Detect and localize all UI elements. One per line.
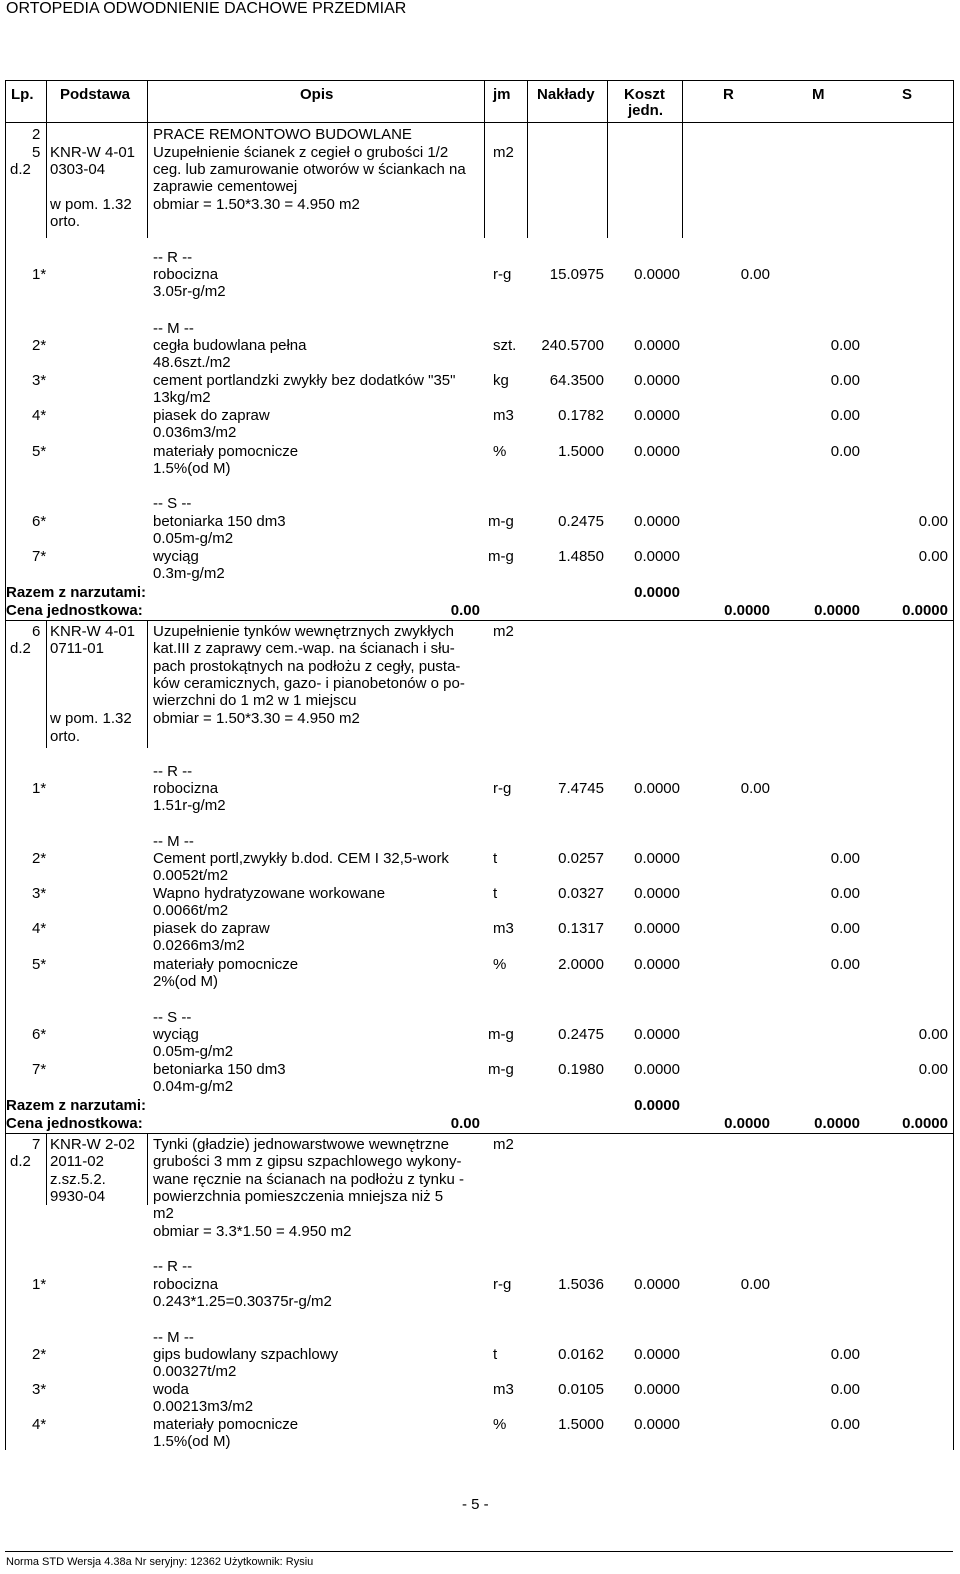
position-basis: orto. — [50, 728, 81, 745]
item-unit: m3 — [493, 407, 514, 424]
position-description: ceg. lub zamurowanie otworów w ściankach na — [153, 161, 466, 178]
materials-heading: -- M -- — [153, 320, 194, 337]
position-basis: KNR-W 4-01 — [50, 623, 136, 640]
header-koszt-jedn: jedn. — [628, 102, 664, 119]
col-divider — [147, 620, 148, 748]
unit-price-r: 0.0000 — [724, 1115, 770, 1132]
item-name: robocizna — [153, 266, 219, 283]
item-norm: 0.0052t/m2 — [153, 867, 229, 884]
item-value-r: 0.00 — [740, 780, 770, 797]
item-unit-cost: 0.0000 — [634, 266, 680, 283]
item-unit: % — [493, 956, 507, 973]
item-quantity: 240.5700 — [541, 337, 604, 354]
unit-price-m: 0.0000 — [814, 1115, 860, 1132]
item-unit: r-g — [493, 1276, 512, 1293]
position-lp-sub: d.2 — [10, 1153, 31, 1170]
total-with-overheads-value: 0.0000 — [634, 584, 680, 601]
unit-price-s: 0.0000 — [902, 1115, 948, 1132]
position-description: Uzupełnienie tynków wewnętrznych zwykłych — [153, 623, 454, 640]
header-jm: jm — [493, 86, 511, 103]
unit-price-label: Cena jednostkowa: — [6, 1115, 143, 1132]
col-divider — [147, 122, 148, 238]
position-lp: 7 — [32, 1136, 41, 1153]
position-description: kat.III z zaprawy cem.-wap. na ścianach i słu- — [153, 640, 455, 657]
position-measure: obmiar = 1.50*3.30 = 4.950 m2 — [153, 710, 360, 727]
header-r: R — [723, 86, 734, 103]
item-unit-cost: 0.0000 — [634, 548, 680, 565]
header-opis: Opis — [300, 86, 334, 103]
col-divider — [46, 1133, 47, 1205]
col-divider — [527, 80, 528, 122]
item-quantity: 0.0327 — [558, 885, 604, 902]
item-unit: m-g — [488, 1061, 514, 1078]
position-description: ków ceramicznych, gazo- i pianobetonów o po- — [153, 675, 465, 692]
table-left-border — [5, 80, 6, 1450]
item-value-m: 0.00 — [830, 956, 860, 973]
item-number: 6* — [32, 513, 47, 530]
position-separator — [5, 1133, 953, 1134]
position-separator — [5, 620, 953, 621]
item-quantity: 2.0000 — [558, 956, 604, 973]
item-number: 5* — [32, 956, 47, 973]
header-s: S — [902, 86, 913, 103]
item-norm: 0.05m-g/m2 — [153, 1043, 234, 1060]
item-unit-cost: 0.0000 — [634, 920, 680, 937]
equipment-heading: -- S -- — [153, 495, 192, 512]
header-koszt: Koszt — [624, 86, 665, 103]
item-norm: 13kg/m2 — [153, 389, 211, 406]
item-value-m: 0.00 — [830, 1381, 860, 1398]
position-basis: KNR-W 2-02 — [50, 1136, 136, 1153]
position-basis: 2011-02 — [50, 1153, 104, 1170]
position-lp: 5 — [32, 144, 41, 161]
item-unit: t — [493, 850, 498, 867]
materials-heading: -- M -- — [153, 1329, 194, 1346]
item-name: robocizna — [153, 1276, 219, 1293]
item-name: woda — [153, 1381, 189, 1398]
item-unit-cost: 0.0000 — [634, 407, 680, 424]
item-unit-cost: 0.0000 — [634, 1276, 680, 1293]
position-measure: obmiar = 3.3*1.50 = 4.950 m2 — [153, 1223, 352, 1240]
item-quantity: 7.4745 — [558, 780, 604, 797]
item-number: 4* — [32, 407, 47, 424]
item-unit: % — [493, 1416, 507, 1433]
item-unit-cost: 0.0000 — [634, 956, 680, 973]
position-unit: m2 — [493, 144, 514, 161]
table-right-border — [953, 80, 954, 1450]
item-value-m: 0.00 — [830, 850, 860, 867]
item-quantity: 0.0162 — [558, 1346, 604, 1363]
item-name: materiały pomocnicze — [153, 443, 299, 460]
col-divider — [682, 80, 683, 122]
position-unit: m2 — [493, 623, 514, 640]
item-value-m: 0.00 — [830, 407, 860, 424]
item-number: 7* — [32, 1061, 47, 1078]
item-unit: t — [493, 1346, 498, 1363]
item-quantity: 0.1317 — [558, 920, 604, 937]
item-name: materiały pomocnicze — [153, 956, 299, 973]
item-unit: m3 — [493, 920, 514, 937]
item-unit-cost: 0.0000 — [634, 513, 680, 530]
item-norm: 1.5%(od M) — [153, 1433, 231, 1450]
item-value-m: 0.00 — [830, 885, 860, 902]
position-basis: orto. — [50, 213, 81, 230]
labor-heading: -- R -- — [153, 763, 193, 780]
position-description: grubości 3 mm z gipsu szpachlowego wykony- — [153, 1153, 462, 1170]
item-number: 3* — [32, 1381, 47, 1398]
item-name: wyciąg — [153, 548, 199, 565]
position-basis: 0711-01 — [50, 640, 104, 657]
item-norm: 0.3m-g/m2 — [153, 565, 225, 582]
item-value-s: 0.00 — [918, 1026, 948, 1043]
item-unit: m-g — [488, 1026, 514, 1043]
header-podstawa: Podstawa — [60, 86, 131, 103]
item-unit: szt. — [493, 337, 517, 354]
item-unit-cost: 0.0000 — [634, 443, 680, 460]
item-name: betoniarka 150 dm3 — [153, 513, 286, 530]
unit-price-value: 0.00 — [450, 602, 480, 619]
item-number: 3* — [32, 885, 47, 902]
item-number: 2* — [32, 1346, 47, 1363]
item-value-r: 0.00 — [740, 1276, 770, 1293]
item-norm: 0.0066t/m2 — [153, 902, 229, 919]
position-lp: 6 — [32, 623, 41, 640]
item-value-m: 0.00 — [830, 372, 860, 389]
document-title: ORTOPEDIA ODWODNIENIE DACHOWE PRZEDMIAR — [6, 0, 407, 17]
item-value-s: 0.00 — [918, 548, 948, 565]
item-norm: 0.0266m3/m2 — [153, 937, 245, 954]
col-divider — [147, 80, 148, 122]
header-lp: Lp. — [11, 86, 34, 103]
equipment-heading: -- S -- — [153, 1009, 192, 1026]
footer-text: Norma STD Wersja 4.38a Nr seryjny: 12362 Użytkownik: Rysiu — [6, 1556, 314, 1568]
item-norm: 3.05r-g/m2 — [153, 283, 226, 300]
item-quantity: 64.3500 — [549, 372, 604, 389]
item-unit: t — [493, 885, 498, 902]
col-divider — [484, 122, 485, 238]
total-with-overheads-label: Razem z narzutami: — [6, 1097, 147, 1114]
item-name: betoniarka 150 dm3 — [153, 1061, 286, 1078]
position-description: m2 — [153, 1205, 174, 1222]
position-description: pach prostokątnych na podłożu z cegły, pusta- — [153, 658, 461, 675]
item-name: materiały pomocnicze — [153, 1416, 299, 1433]
position-basis: w pom. 1.32 — [50, 196, 132, 213]
item-number: 3* — [32, 372, 47, 389]
item-unit-cost: 0.0000 — [634, 780, 680, 797]
position-description: Tynki (gładzie) jednowarstwowe wewnętrzne — [153, 1136, 449, 1153]
item-value-m: 0.00 — [830, 1416, 860, 1433]
item-unit-cost: 0.0000 — [634, 1346, 680, 1363]
item-number: 1* — [32, 780, 47, 797]
unit-price-label: Cena jednostkowa: — [6, 602, 143, 619]
item-unit-cost: 0.0000 — [634, 1061, 680, 1078]
col-divider — [46, 122, 47, 238]
item-unit-cost: 0.0000 — [634, 1381, 680, 1398]
item-quantity: 0.0105 — [558, 1381, 604, 1398]
position-description: Uzupełnienie ścianek z cegieł o grubości 1/2 — [153, 144, 449, 161]
item-unit: m3 — [493, 1381, 514, 1398]
unit-price-value: 0.00 — [450, 1115, 480, 1132]
section-title: PRACE REMONTOWO BUDOWLANE — [153, 126, 412, 143]
col-divider — [147, 1133, 148, 1205]
item-unit-cost: 0.0000 — [634, 1026, 680, 1043]
item-norm: 0.05m-g/m2 — [153, 530, 234, 547]
item-unit: kg — [493, 372, 509, 389]
col-divider — [607, 80, 608, 122]
item-name: cement portlandzki zwykły bez dodatków "35" — [153, 372, 456, 389]
item-number: 6* — [32, 1026, 47, 1043]
footer-rule — [5, 1551, 953, 1552]
item-name: Cement portl,zwykły b.dod. CEM I 32,5-work — [153, 850, 449, 867]
item-number: 2* — [32, 337, 47, 354]
position-description: wierzchni do 1 m2 w 1 miejscu — [153, 692, 357, 709]
item-value-r: 0.00 — [740, 266, 770, 283]
item-norm: 0.243*1.25=0.30375r-g/m2 — [153, 1293, 332, 1310]
position-measure: obmiar = 1.50*3.30 = 4.950 m2 — [153, 196, 360, 213]
item-value-m: 0.00 — [830, 337, 860, 354]
item-unit: m-g — [488, 548, 514, 565]
item-number: 2* — [32, 850, 47, 867]
position-lp-sub: d.2 — [10, 640, 31, 657]
item-number: 5* — [32, 443, 47, 460]
item-norm: 0.04m-g/m2 — [153, 1078, 234, 1095]
item-norm: 2%(od M) — [153, 973, 219, 990]
item-number: 1* — [32, 266, 47, 283]
labor-heading: -- R -- — [153, 1258, 193, 1275]
item-value-m: 0.00 — [830, 443, 860, 460]
page-number: - 5 - — [462, 1496, 489, 1513]
item-quantity: 1.5036 — [558, 1276, 604, 1293]
item-norm: 1.51r-g/m2 — [153, 797, 226, 814]
item-quantity: 1.4850 — [558, 548, 604, 565]
col-divider — [46, 620, 47, 748]
item-number: 4* — [32, 920, 47, 937]
item-number: 1* — [32, 1276, 47, 1293]
col-divider — [607, 122, 608, 238]
item-name: robocizna — [153, 780, 219, 797]
item-name: piasek do zapraw — [153, 920, 270, 937]
item-unit: r-g — [493, 780, 512, 797]
item-quantity: 0.2475 — [558, 513, 604, 530]
item-unit-cost: 0.0000 — [634, 337, 680, 354]
col-divider — [484, 80, 485, 122]
position-lp-sub: d.2 — [10, 161, 31, 178]
unit-price-r: 0.0000 — [724, 602, 770, 619]
item-number: 7* — [32, 548, 47, 565]
item-name: Wapno hydratyzowane workowane — [153, 885, 386, 902]
item-unit-cost: 0.0000 — [634, 372, 680, 389]
header-naklady: Nakłady — [537, 86, 595, 103]
item-name: cegła budowlana pełna — [153, 337, 307, 354]
unit-price-s: 0.0000 — [902, 602, 948, 619]
item-quantity: 1.5000 — [558, 1416, 604, 1433]
item-unit: r-g — [493, 266, 512, 283]
item-name: piasek do zapraw — [153, 407, 270, 424]
total-with-overheads-label: Razem z narzutami: — [6, 584, 147, 601]
position-description: zaprawie cementowej — [153, 178, 298, 195]
item-quantity: 0.2475 — [558, 1026, 604, 1043]
item-value-s: 0.00 — [918, 513, 948, 530]
item-norm: 0.00327t/m2 — [153, 1363, 237, 1380]
item-norm: 0.036m3/m2 — [153, 424, 237, 441]
item-name: gips budowlany szpachlowy — [153, 1346, 339, 1363]
item-name: wyciąg — [153, 1026, 199, 1043]
position-description: wane ręcznie na ścianach na podłożu z tynku - — [153, 1171, 465, 1188]
item-quantity: 0.1980 — [558, 1061, 604, 1078]
item-unit: m-g — [488, 513, 514, 530]
item-number: 4* — [32, 1416, 47, 1433]
position-description: powierzchnia pomieszczenia mniejsza niż 5 — [153, 1188, 444, 1205]
item-norm: 48.6szt./m2 — [153, 354, 231, 371]
position-basis: z.sz.5.2. — [50, 1171, 106, 1188]
position-basis: w pom. 1.32 — [50, 710, 132, 727]
item-unit-cost: 0.0000 — [634, 1416, 680, 1433]
item-unit-cost: 0.0000 — [634, 850, 680, 867]
col-divider — [682, 122, 683, 238]
item-unit: % — [493, 443, 507, 460]
item-value-m: 0.00 — [830, 920, 860, 937]
labor-heading: -- R -- — [153, 249, 193, 266]
item-unit-cost: 0.0000 — [634, 885, 680, 902]
position-unit: m2 — [493, 1136, 514, 1153]
item-quantity: 0.1782 — [558, 407, 604, 424]
item-quantity: 0.0257 — [558, 850, 604, 867]
position-basis: 0303-04 — [50, 161, 106, 178]
item-value-m: 0.00 — [830, 1346, 860, 1363]
section-lp: 2 — [32, 126, 41, 143]
item-quantity: 1.5000 — [558, 443, 604, 460]
position-basis: KNR-W 4-01 — [50, 144, 136, 161]
item-quantity: 15.0975 — [549, 266, 604, 283]
col-divider — [527, 122, 528, 238]
item-norm: 0.00213m3/m2 — [153, 1398, 254, 1415]
col-divider — [46, 80, 47, 122]
item-norm: 1.5%(od M) — [153, 460, 231, 477]
total-with-overheads-value: 0.0000 — [634, 1097, 680, 1114]
item-value-s: 0.00 — [918, 1061, 948, 1078]
unit-price-m: 0.0000 — [814, 602, 860, 619]
position-basis: 9930-04 — [50, 1188, 106, 1205]
header-m: M — [812, 86, 825, 103]
materials-heading: -- M -- — [153, 833, 194, 850]
